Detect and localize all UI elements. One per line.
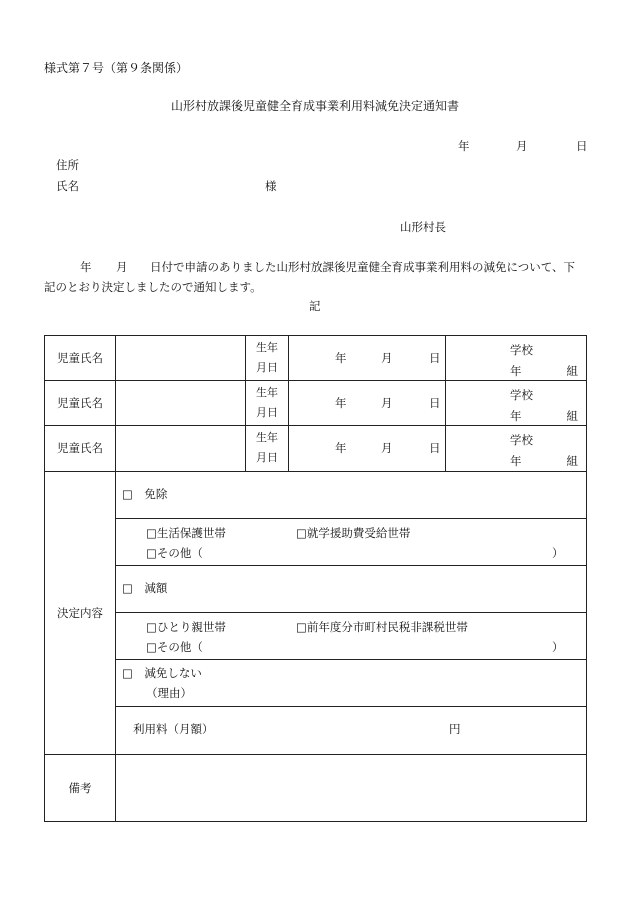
reduction-cell	[116, 565, 587, 612]
reason-label: （理由）	[146, 686, 192, 701]
school-label: 学校	[510, 388, 533, 403]
yen-label: 円	[449, 722, 461, 737]
birth-month: 月	[381, 351, 393, 366]
body-month: 月	[116, 260, 128, 274]
birthdate-label	[246, 381, 289, 426]
birth-label-bottom: 月日	[256, 451, 278, 465]
grade-label: 年	[510, 454, 522, 469]
tax-exempt-household-checkbox[interactable]: □前年度分市町村民税非課税世帯	[296, 620, 468, 635]
exemption-cell	[116, 471, 587, 518]
grade-label: 年	[510, 364, 522, 378]
school-label: 学校	[510, 433, 533, 448]
birthdate-field[interactable]	[289, 426, 446, 471]
child-row	[45, 336, 587, 381]
reduction-options-row	[45, 613, 587, 660]
birthdate-label	[246, 426, 289, 471]
ki-mark: 記	[309, 299, 321, 313]
form-number: 様式第７号（第９条関係）	[44, 61, 189, 75]
birth-month: 月	[381, 441, 393, 456]
fee-cell	[116, 707, 587, 754]
exemption-other-checkbox[interactable]: □その他（	[146, 545, 203, 560]
name-label: 氏名	[56, 179, 79, 193]
reduction-other-checkbox[interactable]: □その他（	[146, 640, 203, 655]
school-field[interactable]	[446, 381, 587, 426]
birthdate-field[interactable]	[289, 381, 446, 426]
child-name-label: 児童氏名	[45, 336, 116, 381]
birth-label-bottom: 月日	[256, 361, 278, 375]
birth-year: 年	[335, 351, 347, 366]
child-row	[45, 381, 587, 426]
school-field[interactable]	[446, 336, 587, 381]
child-name-label: 児童氏名	[45, 426, 116, 471]
child-name-label: 児童氏名	[45, 381, 116, 426]
birth-label-top: 生年	[256, 431, 278, 445]
decision-table	[44, 335, 587, 822]
birth-day: 日	[429, 396, 441, 411]
close-paren: ）	[552, 640, 564, 655]
welfare-household-checkbox[interactable]: □生活保護世帯	[146, 525, 226, 540]
class-label: 組	[566, 364, 578, 378]
remarks-field[interactable]	[116, 754, 587, 821]
birth-year: 年	[335, 441, 347, 456]
monthly-fee-label: 利用料（月額）	[133, 722, 214, 737]
reduction-row	[45, 565, 587, 612]
school-field[interactable]	[446, 426, 587, 471]
reduction-checkbox[interactable]: □ 減額	[122, 580, 168, 595]
exemption-row	[45, 471, 587, 518]
body-text1: 日付で申請のありました山形村放課後児童健全育成事業利用料の減免について、下	[150, 260, 576, 274]
date-month-label: 月	[516, 139, 528, 153]
birth-year: 年	[335, 396, 347, 411]
honorific-sama: 様	[265, 179, 277, 193]
single-parent-household-checkbox[interactable]: □ひとり親世帯	[146, 620, 226, 635]
close-paren: ）	[552, 545, 564, 560]
birth-label-top: 生年	[256, 341, 278, 355]
school-label: 学校	[510, 343, 533, 357]
child-name-field[interactable]	[116, 336, 246, 381]
child-name-field[interactable]	[116, 426, 246, 471]
decision-content-label: 決定内容	[45, 471, 116, 754]
child-row	[45, 426, 587, 471]
no-reduction-checkbox[interactable]: □ 減免しない	[122, 666, 202, 681]
school-aid-household-checkbox[interactable]: □就学援助費受給世帯	[296, 525, 411, 540]
birth-day: 日	[429, 351, 441, 366]
no-reduction-row	[45, 660, 587, 707]
body-year: 年	[80, 260, 92, 274]
birth-month: 月	[381, 396, 393, 411]
birthdate-field[interactable]	[289, 336, 446, 381]
date-day-label: 日	[576, 139, 588, 153]
reduction-options-cell	[116, 613, 587, 660]
exemption-options-row	[45, 518, 587, 565]
date-year-label: 年	[458, 139, 470, 153]
child-name-field[interactable]	[116, 381, 246, 426]
body-text-line1	[64, 262, 584, 276]
issuer-mayor: 山形村長	[400, 220, 446, 234]
class-label: 組	[566, 454, 578, 469]
body-text-line2: 記のとおり決定しましたので通知します。	[44, 280, 262, 294]
birth-label-top: 生年	[256, 386, 278, 400]
document-title: 山形村放課後児童健全育成事業利用料減免決定通知書	[170, 99, 459, 113]
class-label: 組	[566, 409, 578, 424]
fee-row	[45, 707, 587, 754]
address-label: 住所	[56, 158, 79, 172]
grade-label: 年	[510, 409, 522, 424]
birth-day: 日	[429, 441, 441, 456]
birthdate-label	[246, 336, 289, 381]
no-reduction-cell	[116, 660, 587, 707]
birth-label-bottom: 月日	[256, 406, 278, 420]
remarks-label: 備考	[45, 754, 116, 821]
exemption-options-cell	[116, 518, 587, 565]
exemption-checkbox[interactable]: □ 免除	[122, 486, 168, 501]
remarks-row	[45, 754, 587, 821]
